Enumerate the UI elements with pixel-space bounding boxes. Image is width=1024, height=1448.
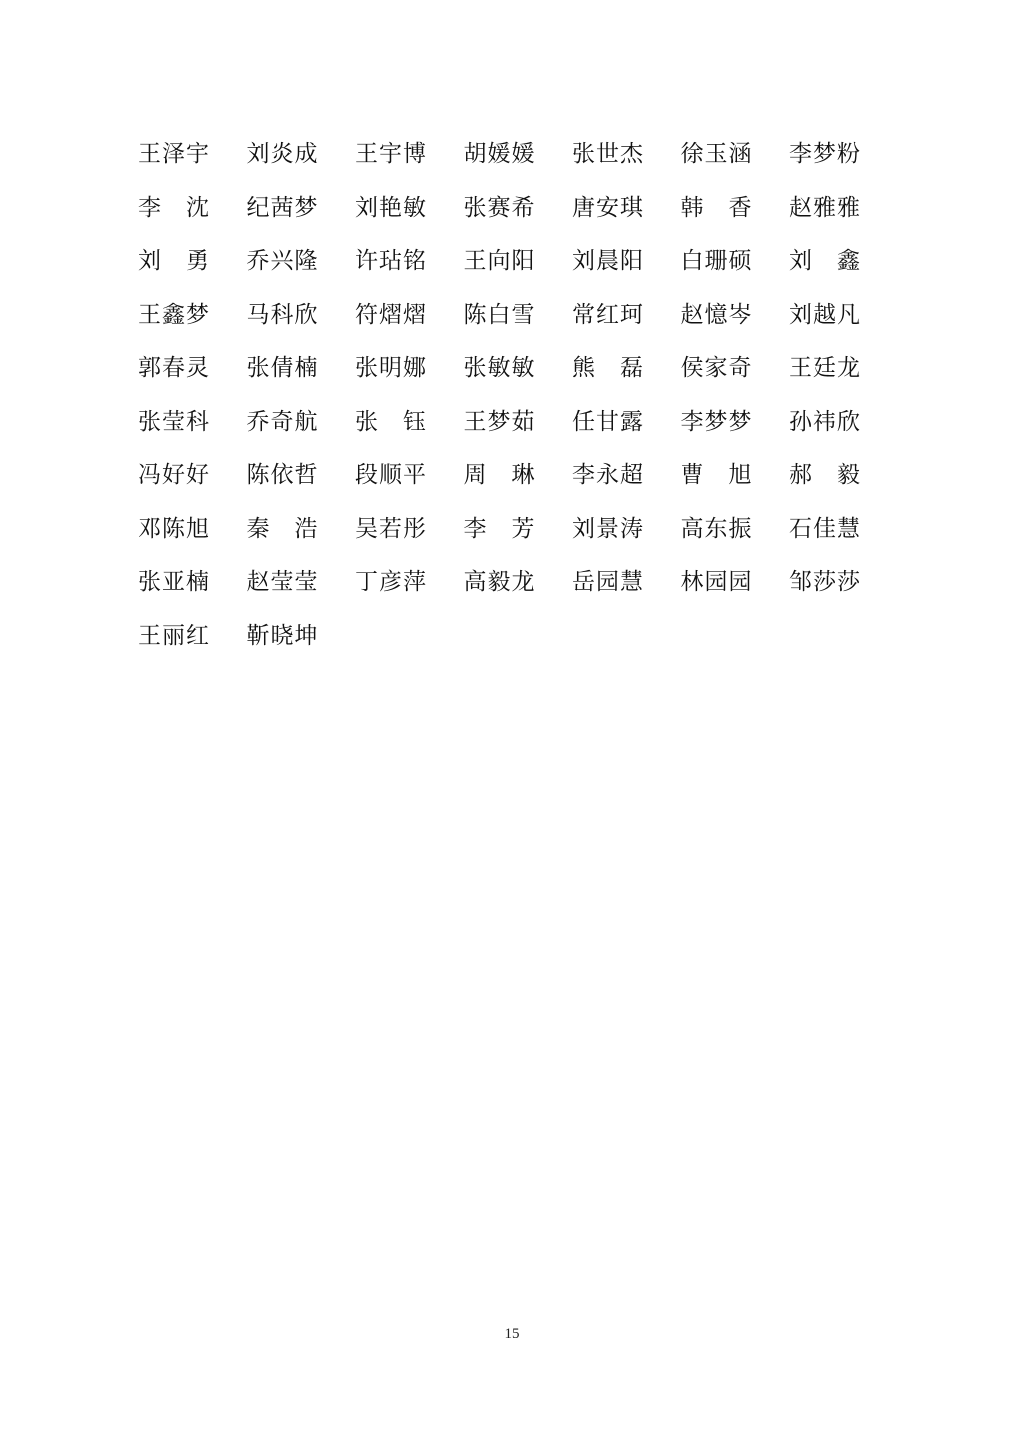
name-entry: 高毅龙	[463, 569, 536, 596]
name-entry: 刘炎成	[246, 141, 319, 168]
name-entry: 张亚楠	[138, 569, 210, 596]
name-entry: 段顺平	[355, 462, 427, 489]
name-entry: 王宇博	[355, 141, 427, 168]
name-row	[138, 503, 898, 557]
name-entry: 丁彦萍	[355, 569, 427, 596]
name-entry: 陈依哲	[246, 462, 319, 489]
name-entry: 秦 浩	[246, 515, 319, 542]
name-entry: 赵雅雅	[789, 194, 861, 221]
name-row	[138, 556, 898, 610]
name-entry: 王泽宇	[138, 141, 210, 168]
name-entry: 李梦梦	[680, 408, 753, 435]
name-entry: 张世杰	[572, 141, 644, 168]
name-row	[138, 182, 898, 236]
name-entry: 刘越凡	[789, 301, 861, 328]
name-entry: 乔兴隆	[246, 248, 319, 275]
name-entry: 李 芳	[463, 515, 536, 542]
name-entry: 任甘露	[572, 408, 644, 435]
name-entry: 李永超	[572, 462, 644, 489]
name-entry: 常红珂	[572, 301, 644, 328]
name-entry: 李梦粉	[789, 141, 861, 168]
name-entry: 曹 旭	[680, 462, 753, 489]
name-entry: 王梦茹	[463, 408, 536, 435]
name-entry: 赵莹莹	[246, 569, 319, 596]
name-row	[138, 610, 898, 664]
name-row	[138, 449, 898, 503]
name-entry: 周 琳	[463, 462, 536, 489]
name-entry: 林园园	[680, 569, 753, 596]
name-entry: 刘景涛	[572, 515, 644, 542]
name-entry: 靳晓坤	[246, 622, 319, 649]
name-entry: 王廷龙	[789, 355, 861, 382]
name-entry: 乔奇航	[246, 408, 319, 435]
name-entry: 张敏敏	[463, 355, 536, 382]
name-entry: 石佳慧	[789, 515, 861, 542]
name-entry: 纪茜梦	[246, 194, 319, 221]
name-entry: 刘艳敏	[355, 194, 427, 221]
name-entry: 韩 香	[680, 194, 753, 221]
name-entry: 冯好好	[138, 462, 210, 489]
name-entry: 徐玉涵	[680, 141, 753, 168]
name-entry: 刘晨阳	[572, 248, 644, 275]
name-entry: 李 沈	[138, 194, 210, 221]
name-entry: 胡媛媛	[463, 141, 536, 168]
name-entry: 张明娜	[355, 355, 427, 382]
name-entry: 刘 勇	[138, 248, 210, 275]
name-entry: 王鑫梦	[138, 301, 210, 328]
name-row	[138, 289, 898, 343]
name-entry: 岳园慧	[572, 569, 644, 596]
name-entry: 侯家奇	[680, 355, 753, 382]
name-row	[138, 128, 898, 182]
name-entry: 熊 磊	[572, 355, 644, 382]
name-row	[138, 396, 898, 450]
name-entry: 符熠熠	[355, 301, 427, 328]
name-entry: 邹莎莎	[789, 569, 861, 596]
name-entry: 白珊硕	[680, 248, 753, 275]
name-entry: 许玷铭	[355, 248, 427, 275]
name-entry: 赵憶岑	[680, 301, 753, 328]
name-entry: 王丽红	[138, 622, 210, 649]
name-entry: 张莹科	[138, 408, 210, 435]
name-entry: 高东振	[680, 515, 753, 542]
name-entry: 郭春灵	[138, 355, 210, 382]
name-entry: 王向阳	[463, 248, 536, 275]
name-list	[138, 128, 898, 663]
name-entry: 郝 毅	[789, 462, 861, 489]
name-entry: 张倩楠	[246, 355, 319, 382]
name-entry: 马科欣	[246, 301, 319, 328]
name-entry: 邓陈旭	[138, 515, 210, 542]
name-entry: 唐安琪	[572, 194, 644, 221]
name-entry: 张 钰	[355, 408, 427, 435]
name-entry: 陈白雪	[463, 301, 536, 328]
name-entry: 孙祎欣	[789, 408, 861, 435]
name-entry: 刘 鑫	[789, 248, 861, 275]
page-number: 15	[504, 1326, 520, 1342]
name-entry: 张赛希	[463, 194, 536, 221]
name-row	[138, 235, 898, 289]
name-entry: 吴若彤	[355, 515, 427, 542]
name-row	[138, 342, 898, 396]
